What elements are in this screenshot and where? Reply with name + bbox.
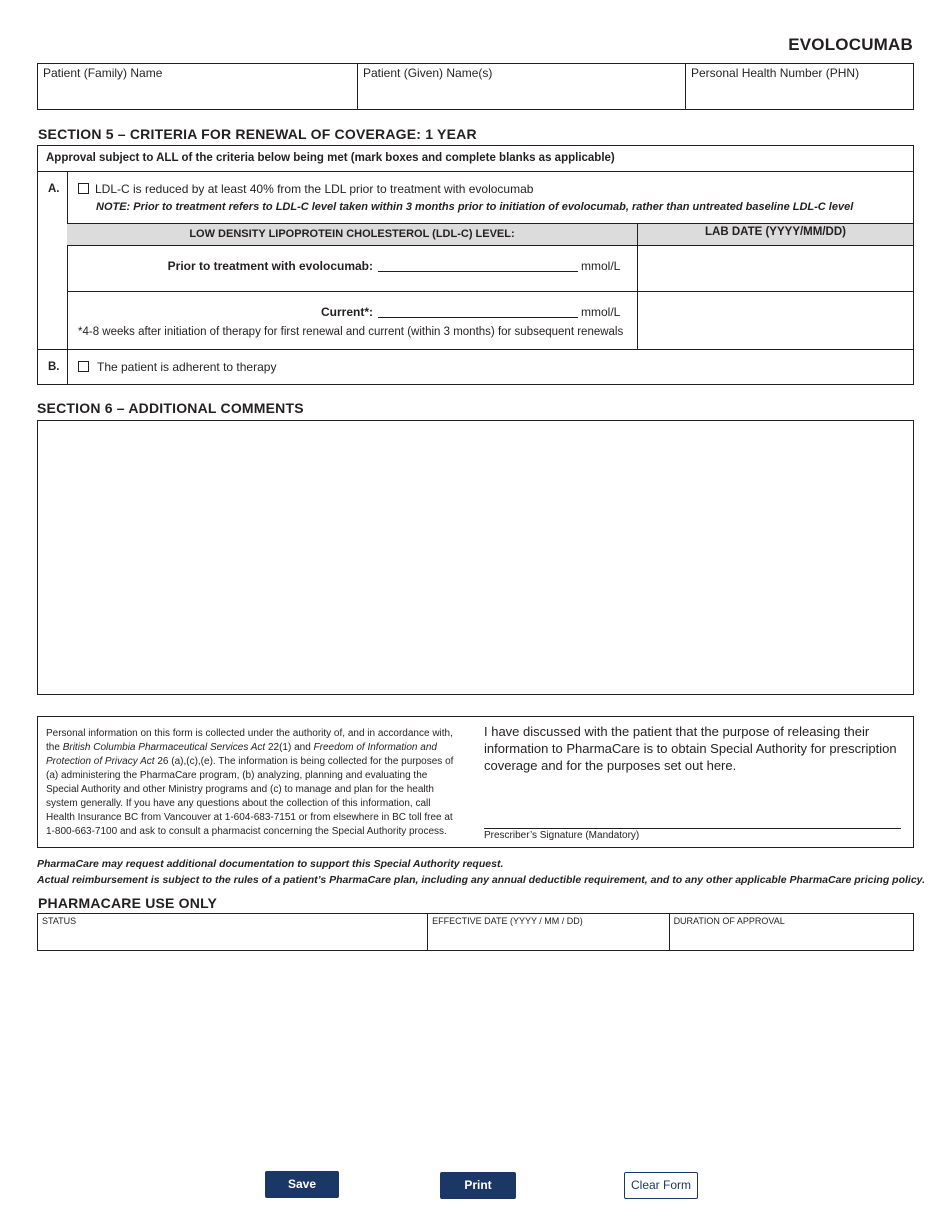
- duration-field[interactable]: [670, 914, 913, 950]
- clear-form-button[interactable]: Clear Form: [624, 1172, 698, 1199]
- current-lab-date-input[interactable]: [638, 292, 913, 349]
- section5-title: SECTION 5 – CRITERIA FOR RENEWAL OF COVERAGE: 1 YEAR: [38, 126, 477, 142]
- letter-column: [38, 172, 68, 384]
- prior-treatment-label: Prior to treatment with evolocumab:: [167, 259, 373, 273]
- current-unit: mmol/L: [581, 305, 621, 319]
- pharmacare-use-box: [37, 913, 914, 951]
- pharmacare-use-title: PHARMACARE USE ONLY: [38, 895, 218, 911]
- ldl-header: LOW DENSITY LIPOPROTEIN CHOLESTEROL (LDL-C) LEVEL:: [189, 228, 515, 240]
- criterion-b-checkbox[interactable]: [78, 361, 89, 372]
- lab-date-header: LAB DATE (YYYY/MM/DD): [705, 226, 846, 238]
- save-button[interactable]: Save: [265, 1171, 339, 1198]
- drug-title: EVOLOCUMAB: [788, 35, 913, 54]
- privacy-box: [37, 716, 914, 848]
- current-ldl-label: Current*:: [320, 305, 373, 319]
- duration-label: DURATION OF APPROVAL: [673, 916, 785, 926]
- status-field[interactable]: [38, 914, 428, 950]
- criterion-b-letter: B.: [48, 361, 60, 373]
- signature-label: Prescriber’s Signature (Mandatory): [484, 830, 640, 841]
- current-ldl-input[interactable]: [378, 317, 578, 318]
- approval-instructions: Approval subject to ALL of the criteria below being met (mark boxes and complete blanks as applicable): [38, 146, 913, 172]
- current-footnote: *4-8 weeks after initiation of therapy for first renewal and current (within 3 months) for subsequent renewals: [78, 326, 624, 338]
- print-button[interactable]: Print: [440, 1172, 516, 1199]
- prior-unit: mmol/L: [581, 259, 621, 273]
- patient-given-name-label: Patient (Given) Name(s): [363, 66, 493, 80]
- phn-label: Personal Health Number (PHN): [691, 66, 860, 80]
- effective-date-field[interactable]: [428, 914, 669, 950]
- renewal-criteria-table: [37, 145, 914, 385]
- prior-lab-date-input[interactable]: [638, 246, 913, 291]
- prior-ldl-input[interactable]: [378, 271, 578, 272]
- patient-family-name-label: Patient (Family) Name: [43, 66, 163, 80]
- criterion-a-checkbox[interactable]: [78, 183, 89, 194]
- patient-family-name-field[interactable]: [38, 64, 358, 109]
- row-divider: [38, 349, 913, 350]
- status-label: STATUS: [42, 916, 77, 926]
- signature-input[interactable]: [484, 828, 901, 829]
- criterion-a-text: LDL-C is reduced by at least 40% from the LDL prior to treatment with evolocumab: [95, 182, 534, 196]
- patient-info-box: [37, 63, 914, 110]
- effective-date-label: EFFECTIVE DATE (YYYY / MM / DD): [432, 916, 583, 926]
- consent-statement: I have discussed with the patient that the purpose of releasing their information to PharmaCare is to obtain Special Authority for prescription coverage and for the purposes set out here.: [484, 724, 897, 773]
- footnote-2: Actual reimbursement is subject to the rules of a patient’s PharmaCare plan, including any annual deductible requirement, and to any other applicable PharmaCare pricing policy.: [37, 874, 926, 886]
- privacy-notice: Personal information on this form is collected under the authority of, and in accordance with, the British Columbia Pharmaceutical Services Act 22(1) and Freedom of Information and Protection of Privacy Act 26 (a),(c),(e). The information is being collected for the purposes of (a) administering the PharmaCare program, (b) analyzing, planning and evaluating the Special Authority and other Ministry programs and (c) to manage and plan for the health system generally. If you have any questions about the collection of this information, call Health Insurance BC from Vancouver at 1-604-683-7151 or from elsewhere in BC toll free at 1-800-663-7100 and ask to consult a pharmacist concerning the Special Authority process.: [46, 728, 454, 837]
- criterion-a-note: NOTE: Prior to treatment refers to LDL-C level taken within 3 months prior to initiation of evolocumab, rather than untreated baseline LDL-C level: [96, 201, 854, 213]
- criterion-a-letter: A.: [48, 183, 60, 195]
- criterion-b-text: The patient is adherent to therapy: [97, 360, 277, 374]
- patient-given-name-field[interactable]: [358, 64, 686, 109]
- additional-comments-input[interactable]: [37, 420, 914, 695]
- section6-title: SECTION 6 – ADDITIONAL COMMENTS: [37, 400, 304, 416]
- phn-field[interactable]: [686, 64, 913, 109]
- footnote-1: PharmaCare may request additional documentation to support this Special Authority request.: [37, 858, 504, 870]
